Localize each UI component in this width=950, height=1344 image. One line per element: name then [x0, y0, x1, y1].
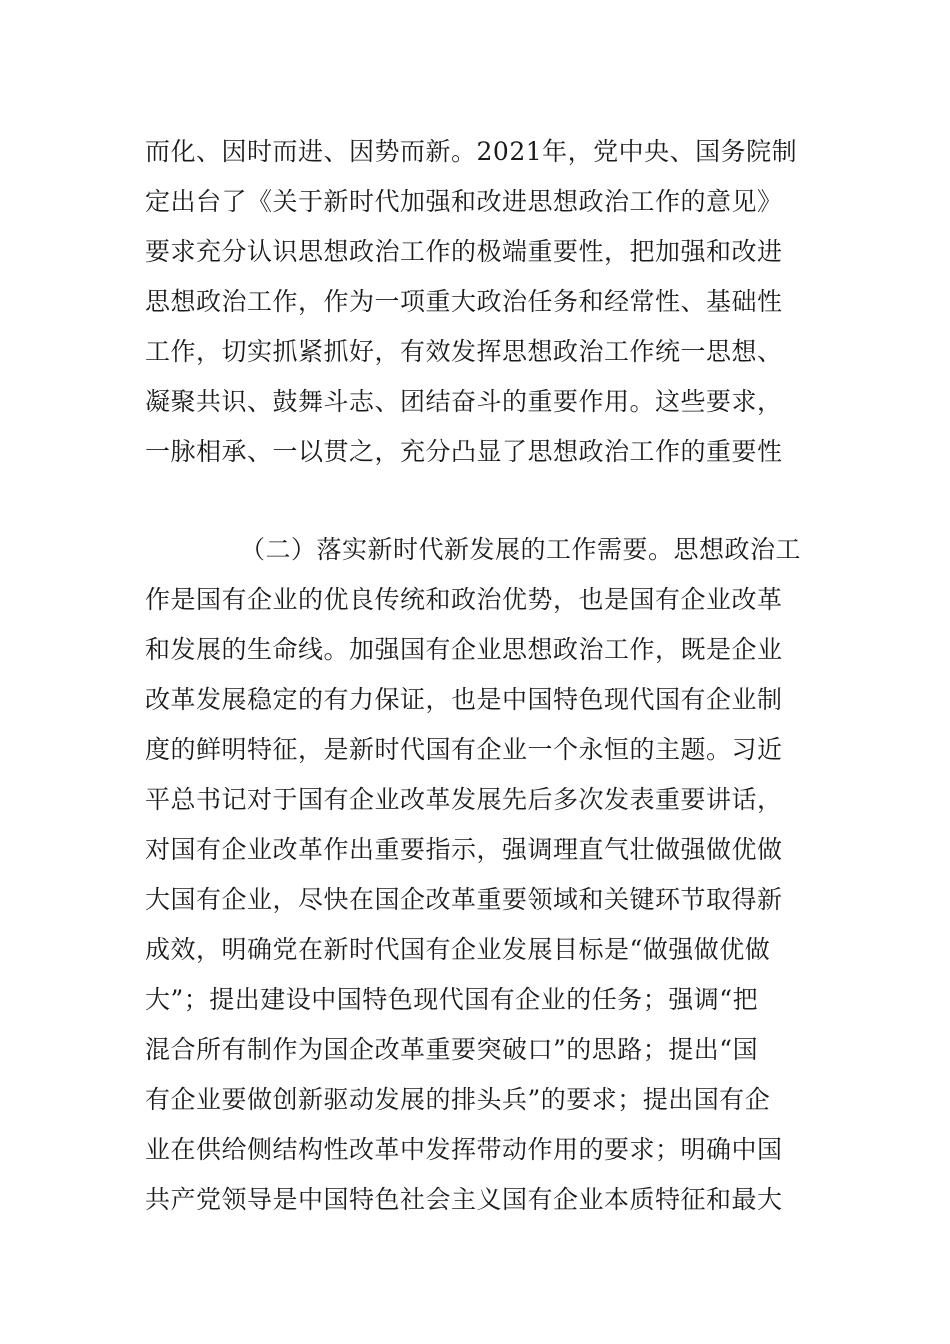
paragraph-2-line-5: 度的鲜明特征，是新时代国有企业一个永恒的主题。习近	[145, 735, 783, 764]
paragraph-1-line-2: 定出台了《关于新时代加强和改进思想政治工作的意见》	[145, 187, 783, 216]
paragraph-2-line-6: 平总书记对于国有企业改革发展先后多次发表重要讲话，	[145, 785, 783, 814]
paragraph-2-line-2: 作是国有企业的优良传统和政治优势，也是国有企业改革	[145, 585, 783, 614]
paragraph-2-line-7: 对国有企业改革作出重要指示，强调理直气壮做强做优做	[145, 835, 783, 864]
paragraph-2-line-1: （二）落实新时代新发展的工作需要。思想政治工	[240, 535, 802, 564]
paragraph-2-line-10: 大”；提出建设中国特色现代国有企业的任务；强调“把	[145, 985, 759, 1014]
paragraph-2-line-11: 混合所有制作为国企改革重要突破口”的思路；提出“国	[145, 1035, 759, 1064]
paragraph-1-line-1: 而化、因时而进、因势而新。2021年，党中央、国务院制	[145, 137, 798, 166]
paragraph-1-line-6: 凝聚共识、鼓舞斗志、团结奋斗的重要作用。这些要求，	[145, 387, 783, 416]
paragraph-2-line-9: 成效，明确党在新时代国有企业发展目标是“做强做优做	[145, 935, 771, 964]
paragraph-1-line-5: 工作，切实抓紧抓好，有效发挥思想政治工作统一思想、	[145, 337, 783, 366]
paragraph-1-line-7: 一脉相承、一以贯之，充分凸显了思想政治工作的重要性	[145, 437, 783, 466]
paragraph-2-line-14: 共产党领导是中国特色社会主义国有企业本质特征和最大	[145, 1185, 783, 1214]
paragraph-2-line-3: 和发展的生命线。加强国有企业思想政治工作，既是企业	[145, 635, 783, 664]
paragraph-2-line-8: 大国有企业，尽快在国企改革重要领域和关键环节取得新	[145, 885, 783, 914]
paragraph-2-line-4: 改革发展稳定的有力保证，也是中国特色现代国有企业制	[145, 685, 783, 714]
paragraph-2-line-13: 业在供给侧结构性改革中发挥带动作用的要求；明确中国	[145, 1135, 783, 1164]
paragraph-1-line-4: 思想政治工作，作为一项重大政治任务和经常性、基础性	[145, 287, 783, 316]
paragraph-2-line-12: 有企业要做创新驱动发展的排头兵”的要求；提出国有企	[145, 1085, 771, 1114]
paragraph-1-line-3: 要求充分认识思想政治工作的极端重要性，把加强和改进	[145, 237, 783, 266]
